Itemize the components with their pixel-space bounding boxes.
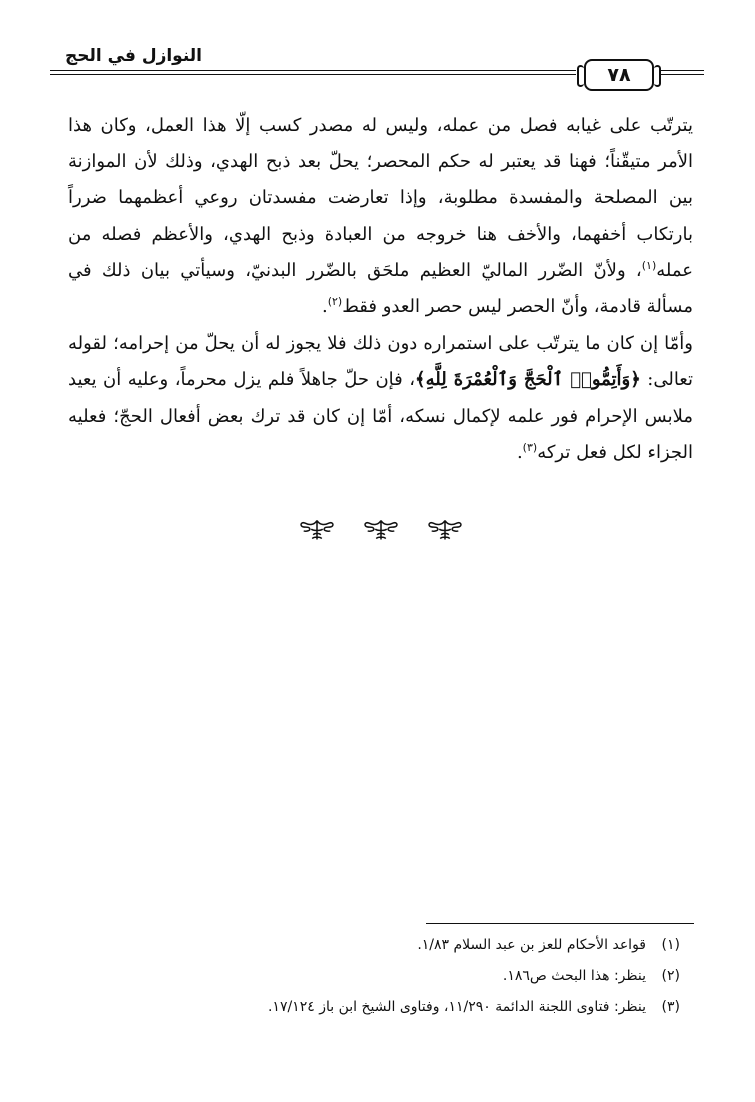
- footnote-1: [120, 930, 680, 961]
- floral-ornament-icon: [362, 517, 400, 543]
- paragraph-2-text-a: وأمّا إن كان ما يترتّب على استمراره دون ذلك فلا يجوز له أن يحلّ من إحرامه؛ لقوله تعالى:: [68, 333, 693, 391]
- footnote-text: ينظر: هذا البحث ص١٨٦.: [502, 968, 646, 984]
- footnotes: [120, 930, 680, 1023]
- footnote-number: (٣): [661, 999, 680, 1015]
- paragraph-2-end: .: [516, 441, 523, 463]
- floral-ornament-icon: [426, 517, 464, 543]
- main-text: [68, 108, 693, 471]
- footnote-ref-2[interactable]: (٢): [327, 295, 343, 309]
- footnote-2: [120, 961, 680, 992]
- section-ornament: [298, 515, 464, 545]
- paragraph-2: [68, 326, 693, 471]
- footnote-separator: [426, 923, 694, 924]
- footnote-ref-3[interactable]: (٣): [522, 440, 538, 454]
- paragraph-1-end: .: [321, 296, 328, 318]
- page-number: ٧٨: [584, 59, 654, 91]
- paragraph-1-text-a: يترتّب على غيابه فصل من عمله، وليس له مصدر كسب إلّا هذا العمل، وكان هذا الأمر متيقّناً؛ فهنا قد يعتبر له حكم المحصر؛ يحلّ بعد ذبح الهدي، وذلك لأن الموازنة بين المصلحة والمفسدة مطلوبة، وإذا تعارضت مفسدتان روعي أعظمهما ضرراً بارتكاب أخفهما، والأخف هنا خروجه من العبادة وذبح الهدي، والأعظم فصله من عمله: [68, 115, 693, 281]
- footnote-number: (٢): [661, 968, 680, 984]
- footnote-text: ينظر: فتاوى اللجنة الدائمة ١١/٢٩٠، وفتاوى الشيخ ابن باز ١٧/١٢٤.: [267, 999, 646, 1015]
- running-title: النوازل في الحج: [64, 46, 202, 66]
- footnote-text: قواعد الأحكام للعز بن عبد السلام ١/٨٣.: [417, 937, 646, 953]
- paragraph-2-text-b: ، فإن حلّ جاهلاً فلم يزل محرماً، وعليه أن يعيد ملابس الإحرام فور علمه لإكمال نسكه، أمّا إن كان قد ترك بعض أفعال الحجّ؛ فعليه الجزاء لكل فعل تركه: [68, 369, 693, 463]
- floral-ornament-icon: [298, 517, 336, 543]
- paragraph-1-text-b: ، ولأنّ الضّرر الماليّ العظيم ملحَق بالضّرر البدنيّ، وسيأتي بيان ذلك في مسألة قادمة، وأنّ الحصر ليس حصر العدو فقط: [68, 259, 693, 318]
- paragraph-1: [68, 108, 693, 325]
- footnote-number: (١): [661, 937, 680, 953]
- footnote-3: [120, 992, 680, 1023]
- footnote-ref-1[interactable]: (١): [641, 258, 657, 272]
- quran-verse: ﴿وَأَتِمُّوا۟ ٱلْحَجَّ وَٱلْعُمْرَةَ لِلَّهِ﴾: [415, 369, 641, 391]
